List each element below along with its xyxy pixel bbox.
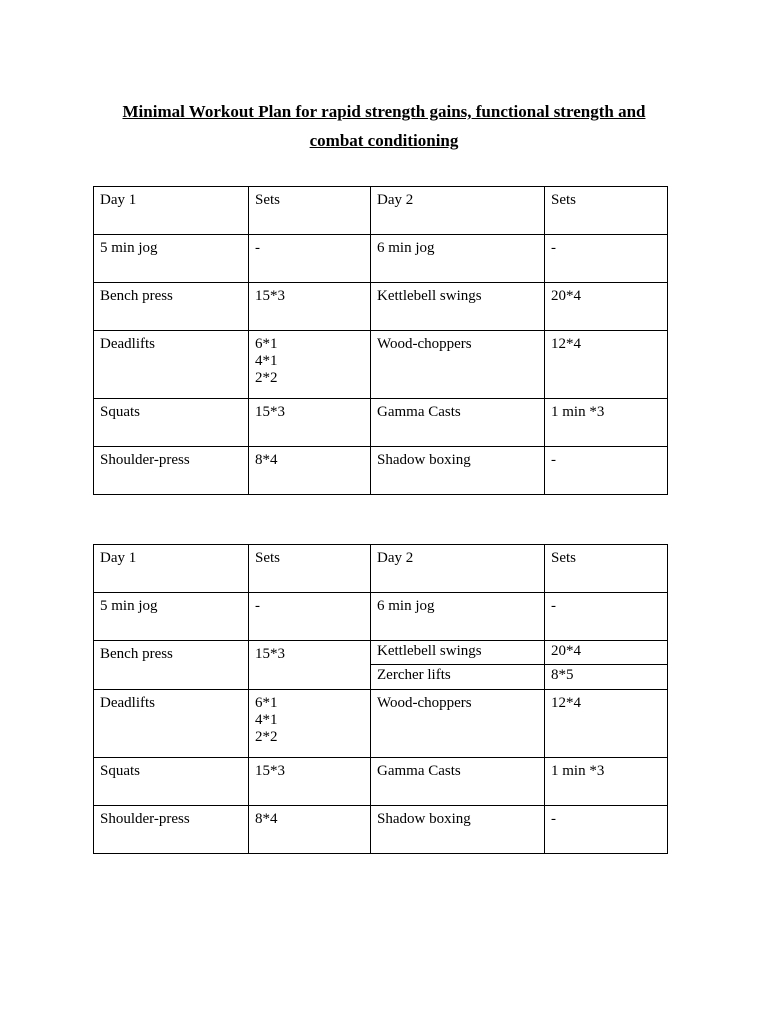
exercise-cell: Zercher lifts — [371, 665, 545, 690]
exercise-cell: Deadlifts — [94, 331, 249, 399]
sets-cell: - — [545, 806, 668, 854]
header-cell-day-1: Day 1 — [94, 187, 249, 235]
sets-cell: 12*4 — [545, 690, 668, 758]
header-cell-sets: Sets — [545, 187, 668, 235]
document-title-line-2: combat conditioning — [309, 131, 459, 150]
exercise-cell: 6 min jog — [371, 593, 545, 641]
sets-cell — [249, 690, 371, 758]
table-row — [94, 331, 668, 399]
sets-cell: 15*3 — [249, 283, 371, 331]
sets-cell: 20*4 — [545, 641, 668, 665]
header-cell-sets: Sets — [249, 545, 371, 593]
header-cell-day-1: Day 1 — [94, 545, 249, 593]
sets-cell: 15*3 — [249, 399, 371, 447]
exercise-cell: Squats — [94, 399, 249, 447]
table-row — [94, 758, 668, 806]
exercise-cell: Shoulder-press — [94, 447, 249, 495]
sets-cell: 8*4 — [249, 447, 371, 495]
header-cell-sets: Sets — [249, 187, 371, 235]
exercise-cell: Wood-choppers — [371, 690, 545, 758]
table-row — [94, 641, 668, 665]
sets-cell: - — [545, 235, 668, 283]
sets-cell: 12*4 — [545, 331, 668, 399]
sets-cell: - — [545, 593, 668, 641]
table-row — [94, 593, 668, 641]
exercise-cell: 5 min jog — [94, 593, 249, 641]
sets-cell: 1 min *3 — [545, 758, 668, 806]
sets-line: 6*1 — [255, 695, 278, 711]
header-cell-day-2: Day 2 — [371, 187, 545, 235]
exercise-cell: Shadow boxing — [371, 447, 545, 495]
sets-cell: - — [249, 593, 371, 641]
exercise-cell: Squats — [94, 758, 249, 806]
exercise-cell: Shadow boxing — [371, 806, 545, 854]
exercise-cell: Kettlebell swings — [371, 641, 545, 665]
sets-cell: 20*4 — [545, 283, 668, 331]
sets-cell: 8*4 — [249, 806, 371, 854]
sets-line: 6*1 — [255, 336, 278, 352]
table-row — [94, 806, 668, 854]
sets-line: 4*1 — [255, 353, 278, 369]
table-header-row — [94, 545, 668, 593]
table-row — [94, 235, 668, 283]
sets-cell: 15*3 — [249, 758, 371, 806]
sets-line: 2*2 — [255, 370, 278, 386]
document-title-line-1: Minimal Workout Plan for rapid strength gains, functional strength and — [122, 102, 646, 121]
header-cell-sets: Sets — [545, 545, 668, 593]
sets-line: 2*2 — [255, 729, 278, 745]
sets-cell: - — [545, 447, 668, 495]
exercise-cell: Kettlebell swings — [371, 283, 545, 331]
table-row — [94, 447, 668, 495]
workout-table-1 — [93, 186, 668, 495]
sets-cell: - — [249, 235, 371, 283]
exercise-cell: Bench press — [94, 641, 249, 690]
table-row — [94, 690, 668, 758]
header-cell-day-2: Day 2 — [371, 545, 545, 593]
exercise-cell: Wood-choppers — [371, 331, 545, 399]
exercise-cell: 5 min jog — [94, 235, 249, 283]
sets-cell: 1 min *3 — [545, 399, 668, 447]
sets-cell — [249, 331, 371, 399]
exercise-cell: Gamma Casts — [371, 758, 545, 806]
table-row — [94, 283, 668, 331]
exercise-cell: 6 min jog — [371, 235, 545, 283]
exercise-cell: Deadlifts — [94, 690, 249, 758]
sets-line: 4*1 — [255, 712, 278, 728]
exercise-cell: Gamma Casts — [371, 399, 545, 447]
table-row — [94, 399, 668, 447]
exercise-cell: Bench press — [94, 283, 249, 331]
sets-cell: 8*5 — [545, 665, 668, 690]
workout-table-2 — [93, 544, 668, 854]
table-header-row — [94, 187, 668, 235]
sets-cell: 15*3 — [249, 641, 371, 690]
exercise-cell: Shoulder-press — [94, 806, 249, 854]
